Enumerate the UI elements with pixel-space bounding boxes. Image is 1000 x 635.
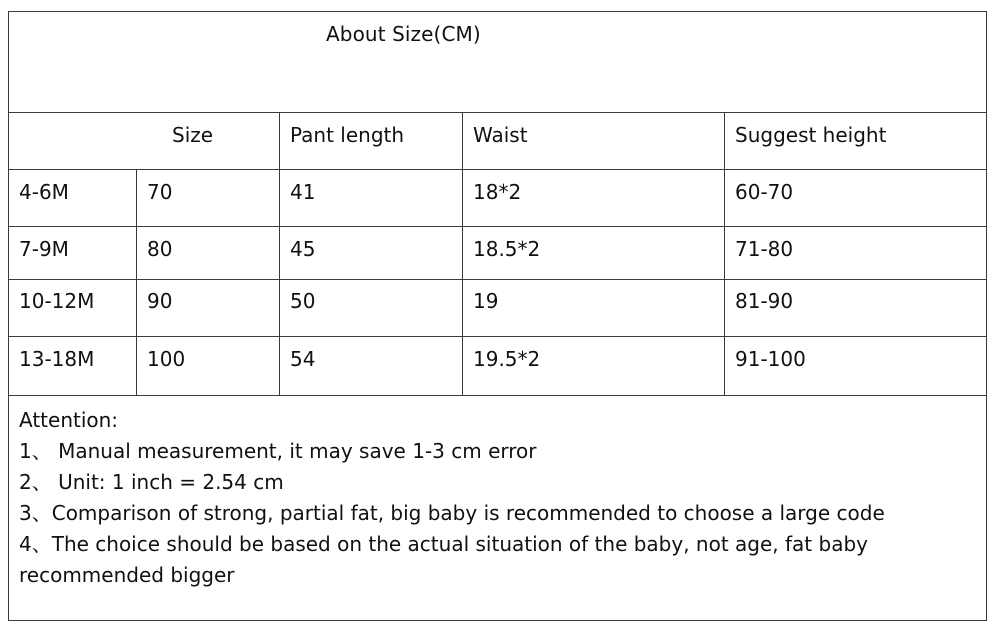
table-cell-height: 60-70 <box>735 180 794 204</box>
size-chart-sheet <box>8 11 987 621</box>
note-line: 1、 Manual measurement, it may save 1-3 cm error <box>19 439 537 463</box>
grid-line <box>724 113 725 396</box>
note-line: recommended bigger <box>19 563 235 587</box>
table-cell-height: 91-100 <box>735 347 806 371</box>
grid-line <box>136 169 137 396</box>
table-cell-size: 100 <box>147 347 186 371</box>
table-cell-size: 80 <box>147 237 173 261</box>
header-pant-length: Pant length <box>290 123 405 147</box>
title-row <box>9 12 986 113</box>
table-cell-size: 70 <box>147 180 173 204</box>
table-cell-age: 7-9M <box>19 237 69 261</box>
table-cell-age: 4-6M <box>19 180 69 204</box>
notes-heading: Attention: <box>19 408 119 432</box>
note-line: 4、The choice should be based on the actual situation of the baby, not age, fat baby <box>19 532 868 556</box>
header-suggest-height: Suggest height <box>735 123 887 147</box>
note-line: 2、 Unit: 1 inch = 2.54 cm <box>19 470 284 494</box>
grid-line <box>462 113 463 396</box>
table-cell-waist: 19 <box>473 289 499 313</box>
attention-notes <box>19 405 969 591</box>
table-cell-pant-length: 50 <box>290 289 316 313</box>
header-waist: Waist <box>473 123 528 147</box>
table-cell-pant-length: 41 <box>290 180 316 204</box>
table-cell-pant-length: 45 <box>290 237 316 261</box>
table-cell-waist: 18.5*2 <box>473 237 541 261</box>
grid-line <box>9 169 986 170</box>
grid-line <box>9 279 986 280</box>
grid-line <box>9 395 986 396</box>
grid-line <box>279 113 280 396</box>
table-cell-height: 71-80 <box>735 237 794 261</box>
table-cell-height: 81-90 <box>735 289 794 313</box>
grid-line <box>9 226 986 227</box>
table-cell-waist: 18*2 <box>473 180 522 204</box>
table-cell-pant-length: 54 <box>290 347 316 371</box>
note-line: 3、Comparison of strong, partial fat, big baby is recommended to choose a large code <box>19 501 885 525</box>
header-size: Size <box>172 123 214 147</box>
size-chart-title: About Size(CM) <box>326 22 481 46</box>
table-cell-waist: 19.5*2 <box>473 347 541 371</box>
grid-line <box>9 336 986 337</box>
table-cell-age: 10-12M <box>19 289 95 313</box>
table-cell-age: 13-18M <box>19 347 95 371</box>
table-cell-size: 90 <box>147 289 173 313</box>
